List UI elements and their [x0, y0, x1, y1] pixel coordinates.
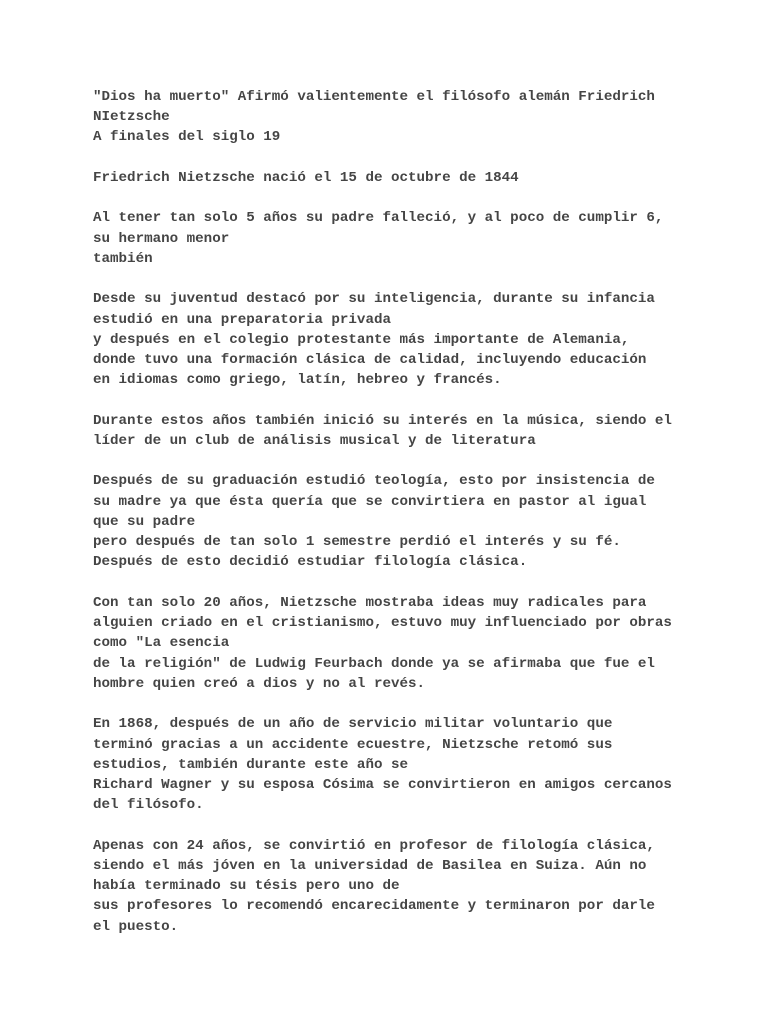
paragraph — [93, 836, 733, 937]
text-line: Desde su juventud destacó por su inteligencia, durante su infancia — [93, 291, 655, 308]
text-line: siendo el más jóven en la universidad de Basilea en Suiza. Aún no — [93, 857, 647, 874]
text-line: estudios, también durante este año se — [93, 756, 409, 773]
text-line: Apenas con 24 años, se convirtió en profesor de filología clásica, — [93, 837, 655, 854]
text-line: "Dios ha muerto" Afirmó valientemente el filósofo alemán Friedrich — [93, 89, 655, 105]
text-line: NIetzsche — [93, 109, 170, 126]
paragraph — [93, 208, 733, 269]
text-line: que su padre — [93, 513, 196, 530]
text-line: Al tener tan solo 5 años su padre falleció, y al poco de cumplir 6, — [93, 210, 664, 227]
text-line: donde tuvo una formación clásica de calidad, incluyendo educación — [93, 352, 647, 369]
text-line: A finales del siglo 19 — [93, 129, 281, 146]
text-line: en idiomas como griego, latín, hebreo y francés. — [93, 372, 502, 389]
text-line: líder de un club de análisis musical y de literatura — [93, 432, 536, 449]
text-line: Con tan solo 20 años, Nietzsche mostraba ideas muy radicales para — [93, 594, 647, 611]
text-line: el puesto. — [93, 918, 179, 935]
text-line: alguien criado en el cristianismo, estuvo muy influenciado por obras — [93, 615, 672, 632]
text-line: En 1868, después de un año de servicio militar voluntario que — [93, 716, 613, 733]
text-line: Richard Wagner y su esposa Cósima se convirtieron en amigos cercanos — [93, 776, 672, 793]
text-line: Después de su graduación estudió teología, esto por insistencia de — [93, 473, 655, 490]
text-line: Durante estos años también inició su interés en la música, siendo el — [93, 412, 672, 429]
text-line: y después en el colegio protestante más importante de Alemania, — [93, 331, 630, 348]
paragraph — [93, 168, 733, 188]
document-body — [93, 87, 733, 957]
text-line: como "La esencia — [93, 635, 230, 652]
text-line: había terminado su tésis pero uno de — [93, 878, 400, 895]
text-line: del filósofo. — [93, 797, 204, 814]
text-line: Friedrich Nietzsche nació el 15 de octubre de 1844 — [93, 169, 519, 186]
paragraph — [93, 714, 733, 815]
paragraph — [93, 593, 733, 694]
paragraph — [93, 87, 733, 148]
paragraph — [93, 471, 733, 572]
paragraph — [93, 411, 733, 451]
text-line: Después de esto decidió estudiar filología clásica. — [93, 554, 528, 571]
text-line: hombre quien creó a dios y no al revés. — [93, 675, 426, 692]
text-line: su madre ya que ésta quería que se convirtiera en pastor al igual — [93, 493, 647, 510]
text-line: su hermano menor — [93, 230, 230, 247]
text-line: también — [93, 250, 153, 267]
text-line: terminó gracias a un accidente ecuestre, Nietzsche retomó sus — [93, 736, 613, 753]
text-line: pero después de tan solo 1 semestre perdió el interés y su fé. — [93, 534, 621, 551]
text-line: estudió en una preparatoria privada — [93, 311, 391, 328]
text-line: de la religión" de Ludwig Feurbach donde ya se afirmaba que fue el — [93, 655, 655, 672]
paragraph — [93, 289, 733, 390]
text-line: sus profesores lo recomendó encarecidamente y terminaron por darle — [93, 898, 655, 915]
